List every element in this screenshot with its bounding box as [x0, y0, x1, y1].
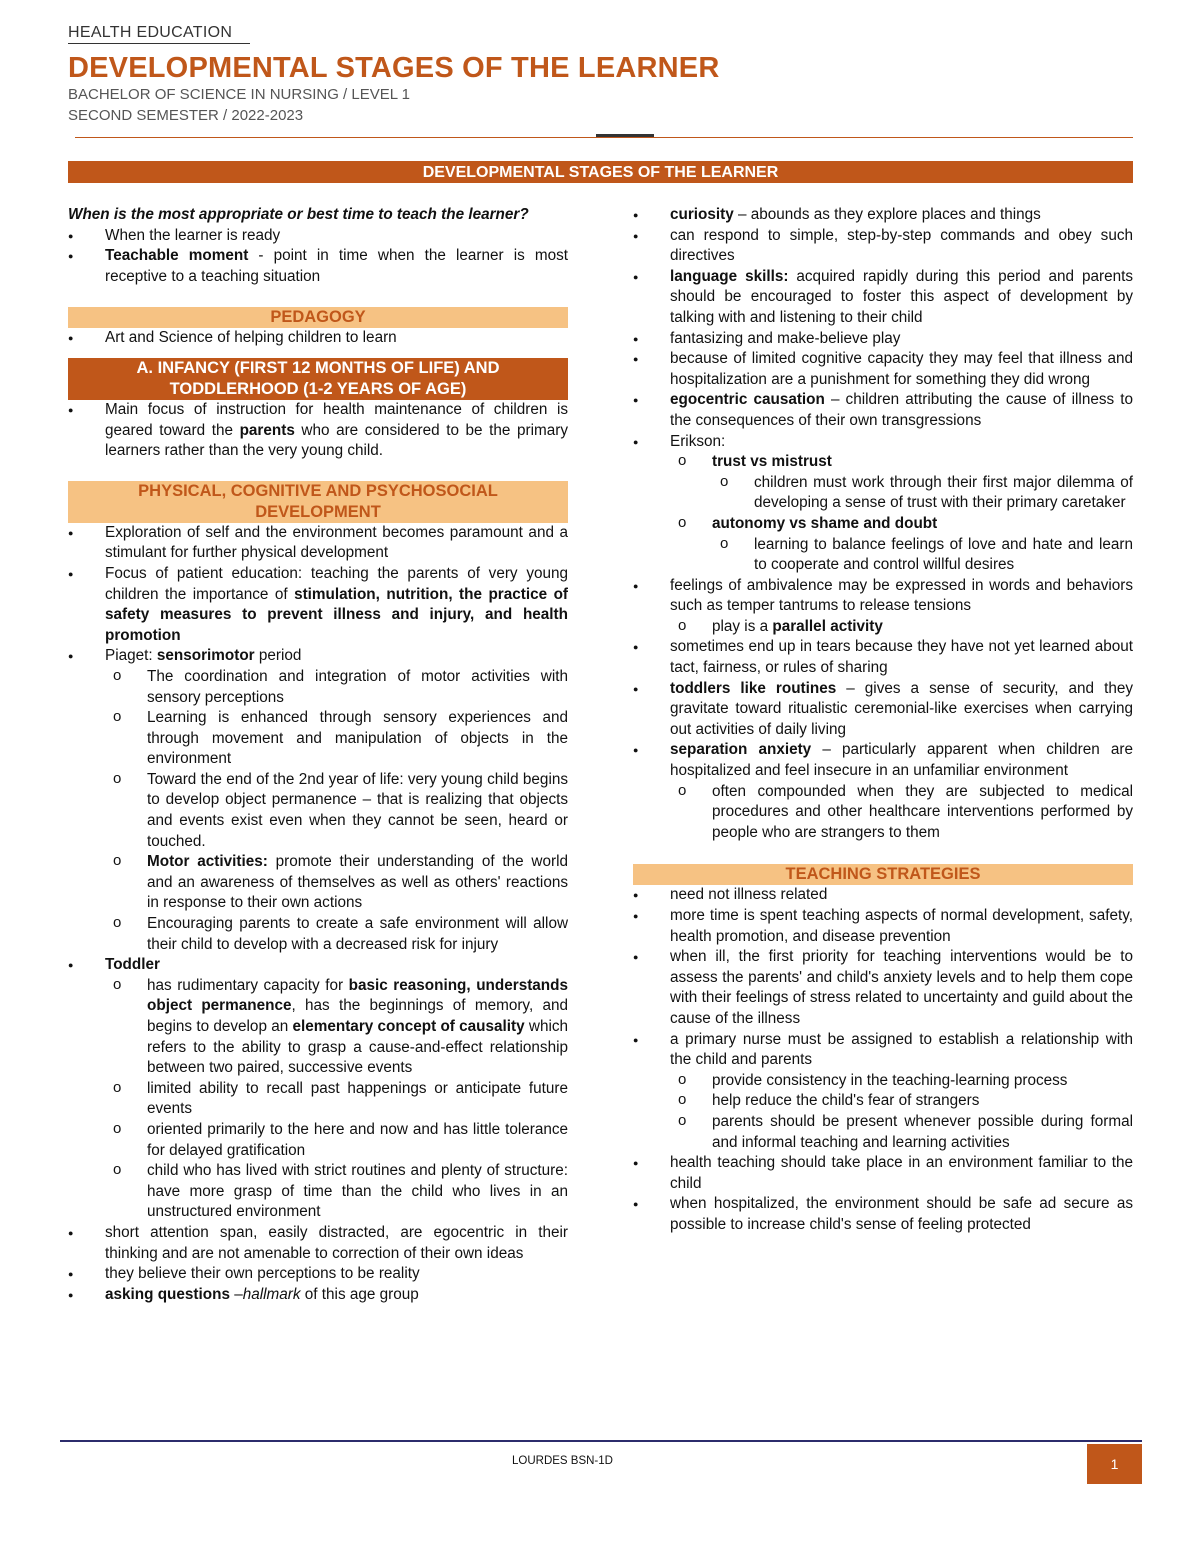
sub-list-item: o Encouraging parents to create a safe environment will allow their child to develop with a decreased risk for injury	[68, 914, 568, 955]
list-item: ● a primary nurse must be assigned to establish a relationship with the child and parents	[633, 1030, 1133, 1071]
list-item: ● Focus of patient education: teaching the parents of very young children the importance of stimulation, nutrition, the practice of safety measures to prevent illness and injury, and health promotion	[68, 564, 568, 646]
right-column	[633, 205, 1133, 1236]
page-number: 1	[1087, 1444, 1142, 1484]
development-list	[68, 523, 568, 1306]
list-item: ● curiosity – abounds as they explore places and things	[633, 205, 1133, 226]
list-item: ● they believe their own perceptions to be reality	[68, 1264, 568, 1285]
sub-list-item: o provide consistency in the teaching-learning process	[633, 1071, 1133, 1092]
list-item: ● Exploration of self and the environment becomes paramount and a stimulant for further physical development	[68, 523, 568, 564]
list-item: ● Piaget: sensorimotor period	[68, 646, 568, 667]
list-item: ● short attention span, easily distracted, are egocentric in their thinking and are not amenable to correction of their own ideas	[68, 1223, 568, 1264]
program-line: BACHELOR OF SCIENCE IN NURSING / LEVEL 1	[68, 86, 411, 103]
header-rule-accent	[596, 134, 654, 137]
sub-list-item: o help reduce the child's fear of strangers	[633, 1091, 1133, 1112]
list-item: ● fantasizing and make-believe play	[633, 329, 1133, 350]
sub-sub-list-item: o learning to balance feelings of love and hate and learn to cooperate and control willful desires	[633, 535, 1133, 576]
list-item: ● Toddler	[68, 955, 568, 976]
development-heading: PHYSICAL, COGNITIVE AND PSYCHOSOCIAL DEVELOPMENT	[68, 481, 568, 523]
sub-list-item: o The coordination and integration of motor activities with sensory perceptions	[68, 667, 568, 708]
infancy-heading: A. INFANCY (FIRST 12 MONTHS OF LIFE) AND TODDLERHOOD (1-2 YEARS OF AGE)	[68, 358, 568, 400]
footer-author: LOURDES BSN-1D	[512, 1455, 613, 1467]
page-title: DEVELOPMENTAL STAGES OF THE LEARNER	[68, 52, 720, 84]
footer-rule	[60, 1440, 1142, 1442]
list-item: ● when hospitalized, the environment should be safe ad secure as possible to increase child's sense of feeling protected	[633, 1194, 1133, 1235]
list-item: ● separation anxiety – particularly apparent when children are hospitalized and feel insecure in an unfamiliar environment	[633, 740, 1133, 781]
sub-list-item: o parents should be present whenever possible during formal and informal teaching and learning activities	[633, 1112, 1133, 1153]
list-item: ● Erikson:	[633, 432, 1133, 453]
header-rule	[75, 137, 1133, 138]
toddler-traits-list	[633, 205, 1133, 843]
category-label: HEALTH EDUCATION	[68, 24, 250, 44]
intro-question: When is the most appropriate or best time to teach the learner?	[68, 206, 529, 223]
sub-list-item: o autonomy vs shame and doubt	[633, 514, 1133, 535]
list-item: ● Teachable moment - point in time when the learner is most receptive to a teaching situation	[68, 246, 568, 287]
teaching-strategies-list	[633, 885, 1133, 1235]
sub-list-item: o Toward the end of the 2nd year of life: very young child begins to develop object permanence – that is realizing that objects and events exist even when they cannot be seen, heard or touched.	[68, 770, 568, 852]
list-item: ● health teaching should take place in an environment familiar to the child	[633, 1153, 1133, 1194]
sub-sub-list-item: o children must work through their first major dilemma of developing a sense of trust with their primary caretaker	[633, 473, 1133, 514]
sub-list-item: o Learning is enhanced through sensory experiences and through movement and manipulation of objects in the environment	[68, 708, 568, 770]
sub-list-item: o limited ability to recall past happenings or anticipate future events	[68, 1079, 568, 1120]
left-column	[68, 205, 568, 1305]
intro-list	[68, 226, 568, 288]
list-item: ● more time is spent teaching aspects of normal development, safety, health promotion, and disease prevention	[633, 906, 1133, 947]
sub-list-item: o often compounded when they are subjected to medical procedures and other healthcare interventions performed by people who are strangers to them	[633, 782, 1133, 844]
list-item: ● can respond to simple, step-by-step commands and obey such directives	[633, 226, 1133, 267]
list-item: ● Art and Science of helping children to learn	[68, 328, 568, 349]
sub-list-item: o child who has lived with strict routines and plenty of structure: have more grasp of time than the child who lives in an unstructured environment	[68, 1161, 568, 1223]
list-item: ● because of limited cognitive capacity they may feel that illness and hospitalization are a punishment for something they did wrong	[633, 349, 1133, 390]
list-item: ● asking questions –hallmark of this age group	[68, 1285, 568, 1306]
semester-line: SECOND SEMESTER / 2022-2023	[68, 107, 304, 124]
infancy-list	[68, 400, 568, 462]
list-item: ● need not illness related	[633, 885, 1133, 906]
teaching-strategies-heading: TEACHING STRATEGIES	[633, 864, 1133, 885]
list-item: ● when ill, the first priority for teaching interventions would be to assess the parents' and child's anxiety levels and to help them cope with their feelings of stress related to uncertainty and guild about the cause of the illness	[633, 947, 1133, 1029]
list-item: ● language skills: acquired rapidly during this period and parents should be encouraged to foster this aspect of development by talking with and listening to their child	[633, 267, 1133, 329]
sub-list-item: o play is a parallel activity	[633, 617, 1133, 638]
list-item: ● sometimes end up in tears because they have not yet learned about tact, fairness, or rules of sharing	[633, 637, 1133, 678]
list-item: ● Main focus of instruction for health maintenance of children is geared toward the parents who are considered to be the primary learners rather than the very young child.	[68, 400, 568, 462]
pedagogy-heading: PEDAGOGY	[68, 307, 568, 328]
sub-list-item: o oriented primarily to the here and now and has little tolerance for delayed gratification	[68, 1120, 568, 1161]
list-item: ● When the learner is ready	[68, 226, 568, 247]
list-item: ● toddlers like routines – gives a sense of security, and they gravitate toward ritualistic ceremonial-like exercises when carrying out activities of daily living	[633, 679, 1133, 741]
sub-list-item: o has rudimentary capacity for basic reasoning, understands object permanence, has the beginnings of memory, and begins to develop an elementary concept of causality which refers to the ability to grasp a cause-and-effect relationship between two paired, successive events	[68, 976, 568, 1079]
pedagogy-list	[68, 328, 568, 349]
section-banner: DEVELOPMENTAL STAGES OF THE LEARNER	[68, 161, 1133, 183]
list-item: ● feelings of ambivalence may be expressed in words and behaviors such as temper tantrums to release tensions	[633, 576, 1133, 617]
sub-list-item: o Motor activities: promote their understanding of the world and an awareness of themselves as well as others' reactions in response to their own actions	[68, 852, 568, 914]
sub-list-item: o trust vs mistrust	[633, 452, 1133, 473]
list-item: ● egocentric causation – children attributing the cause of illness to the consequences of their own transgressions	[633, 390, 1133, 431]
